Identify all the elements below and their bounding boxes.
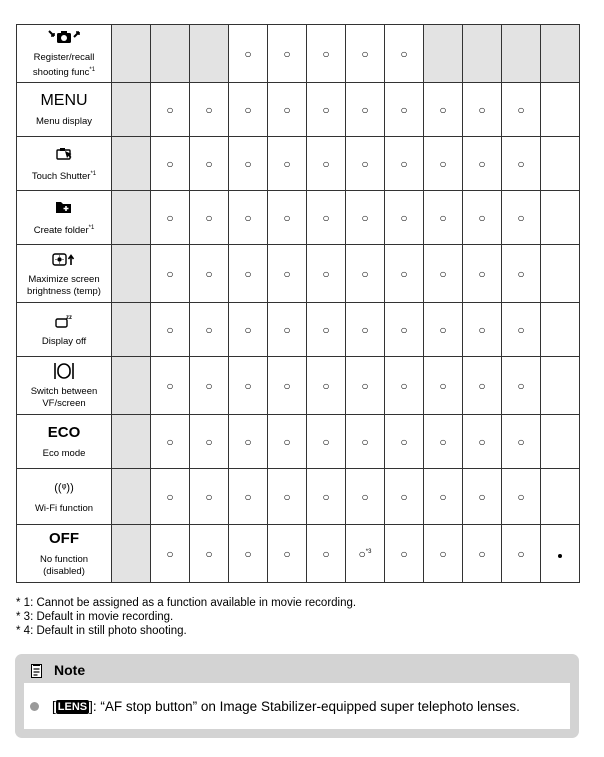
off-icon: OFF [49,529,79,547]
empty-cell [541,83,580,137]
availability-cell [385,137,424,191]
availability-cell [385,357,424,415]
availability-mark: ○ [283,46,291,61]
footnote-ref: *1 [89,66,96,73]
availability-mark: ○ [205,489,213,504]
availability-mark: ○ [283,546,291,561]
availability-mark: ○ [322,266,330,281]
availability-mark: ○ [400,156,408,171]
availability-mark: ○ [478,322,486,337]
availability-cell [424,191,463,245]
availability-mark: ○ [439,434,447,449]
footnote-ref: *1 [88,224,95,231]
availability-mark: ○ [205,546,213,561]
availability-mark: ○ [166,266,174,281]
availability-cell [307,25,346,83]
empty-cell [424,25,463,83]
availability-cell [463,357,502,415]
availability-mark: ○ [283,489,291,504]
availability-cell [190,303,229,357]
note-text [52,699,520,715]
availability-cell [346,469,385,525]
function-label-text: No function (disabled) [39,553,89,577]
availability-mark: ○ [166,489,174,504]
availability-cell [190,469,229,525]
function-label [17,116,111,128]
availability-mark: ○ [361,489,369,504]
function-label-text: Maximize screen brightness (temp) [27,273,101,297]
availability-cell [190,357,229,415]
availability-cell [268,303,307,357]
availability-cell [229,245,268,303]
lens-badge: LENS [57,701,88,713]
availability-cell [268,469,307,525]
availability-mark: ○ [400,210,408,225]
function-label-cell [17,415,112,469]
availability-cell [346,83,385,137]
availability-mark: ○ [166,322,174,337]
empty-cell [112,25,151,83]
availability-mark: ○ [400,102,408,117]
bullet-icon [30,702,39,711]
register-recall-icon [17,28,111,46]
availability-cell [307,191,346,245]
note-title: Note [54,662,86,678]
availability-cell [424,525,463,583]
function-label-text: Touch Shutter [31,171,91,183]
availability-mark: ○ [283,266,291,281]
function-label-cell [17,303,112,357]
availability-mark: ○ [244,378,252,393]
availability-cell [463,303,502,357]
availability-cell [463,525,502,583]
availability-mark: ○ [517,322,525,337]
availability-cell [502,137,541,191]
empty-cell [112,245,151,303]
availability-cell [190,245,229,303]
availability-cell [385,191,424,245]
function-label-text: Menu display [36,115,92,127]
availability-cell [424,137,463,191]
empty-cell [112,303,151,357]
svg-text:zz: zz [66,314,72,321]
note-text-body: ]: “AF stop button” on Image Stabilizer-equipped super telephoto lenses. [89,699,520,714]
availability-cell [424,83,463,137]
availability-cell [502,83,541,137]
availability-cell [151,83,190,137]
availability-mark: ○ [478,210,486,225]
availability-mark: ○ [478,378,486,393]
availability-cell [463,83,502,137]
availability-mark: ○ [517,378,525,393]
availability-mark: ○ [244,434,252,449]
availability-cell [190,137,229,191]
availability-cell [151,191,190,245]
function-label-cell [17,137,112,191]
availability-mark: ○ [283,156,291,171]
footnote: * 3: Default in movie recording. [16,611,174,623]
empty-cell [190,25,229,83]
availability-mark: ○ [400,322,408,337]
empty-cell [151,25,190,83]
table-row [17,245,580,303]
availability-mark: ○ [283,322,291,337]
function-label [17,52,111,79]
availability-cell [229,191,268,245]
availability-mark: ○ [244,46,252,61]
availability-mark: ○ [478,546,486,561]
availability-mark: ○ [244,546,252,561]
empty-cell [541,469,580,525]
availability-cell [190,525,229,583]
availability-cell [424,469,463,525]
availability-cell [502,357,541,415]
availability-mark: ○ [166,156,174,171]
availability-mark: ○ [322,156,330,171]
availability-mark: ○ [283,434,291,449]
switch-vf-screen-icon [17,362,111,380]
footnotes [16,596,356,638]
function-label-cell [17,83,112,137]
function-label-cell [17,357,112,415]
availability-cell [463,137,502,191]
empty-cell [112,137,151,191]
availability-mark: ○ [478,434,486,449]
availability-cell [346,357,385,415]
empty-cell [541,357,580,415]
availability-cell [502,191,541,245]
availability-cell [268,525,307,583]
function-label-text: Display off [41,335,87,347]
function-label-cell [17,25,112,83]
table-row [17,525,580,583]
availability-mark: ○ [400,434,408,449]
empty-cell [112,415,151,469]
availability-cell [424,245,463,303]
availability-cell [385,303,424,357]
function-label [17,554,111,578]
availability-cell [307,137,346,191]
availability-mark: ○ [166,102,174,117]
availability-mark: ○ [322,102,330,117]
empty-cell [541,137,580,191]
availability-cell [151,525,190,583]
availability-mark: ○ [361,378,369,393]
availability-cell [502,303,541,357]
availability-cell [463,245,502,303]
availability-cell [463,415,502,469]
availability-cell [229,83,268,137]
default-dot-icon [558,554,562,558]
note-box [15,654,579,738]
availability-cell [307,357,346,415]
availability-cell [190,83,229,137]
availability-mark: ○ [361,46,369,61]
empty-cell [463,25,502,83]
function-assignment-table [16,24,580,583]
availability-mark: ○ [205,210,213,225]
availability-cell [268,415,307,469]
availability-cell [346,137,385,191]
table-row [17,191,580,245]
availability-cell [346,415,385,469]
availability-cell [190,191,229,245]
eco-mode-icon: ECO [47,423,81,441]
availability-mark: ○ [244,156,252,171]
availability-mark: ○ [478,102,486,117]
default-dot-cell [541,525,580,583]
availability-mark: ○ [283,378,291,393]
availability-mark: ○ [322,210,330,225]
availability-cell [190,415,229,469]
availability-cell [151,303,190,357]
availability-mark: ○ [205,266,213,281]
availability-cell [268,357,307,415]
availability-cell [229,415,268,469]
maximize-brightness-icon [17,250,111,268]
footnote: * 1: Cannot be assigned as a function available in movie recording. [16,597,357,609]
empty-cell [112,525,151,583]
availability-cell [463,469,502,525]
function-label-text: Register/recall shooting func [32,51,95,79]
wifi-icon: ((ᵠ)) [54,481,74,494]
availability-cell [346,25,385,83]
availability-mark: ○ [244,210,252,225]
availability-cell [502,525,541,583]
availability-mark: ○ [361,434,369,449]
empty-cell [112,83,151,137]
availability-mark: ○ [517,102,525,117]
availability-cell [229,525,268,583]
availability-mark: ○ [400,489,408,504]
function-label [17,168,111,183]
availability-cell [268,137,307,191]
function-label-text: Create folder [33,225,89,237]
availability-cell [502,415,541,469]
availability-mark: ○ [478,266,486,281]
availability-mark: ○ [322,434,330,449]
note-icon [31,664,42,679]
empty-cell [541,191,580,245]
availability-mark: ○ [478,489,486,504]
availability-cell [502,469,541,525]
availability-mark: ○ [361,102,369,117]
availability-cell [151,137,190,191]
note-header [31,661,85,679]
empty-cell [112,191,151,245]
availability-mark: ○ [205,378,213,393]
empty-cell [502,25,541,83]
empty-cell [112,469,151,525]
availability-cell [307,245,346,303]
availability-cell [385,525,424,583]
table-row [17,357,580,415]
table-row [17,469,580,525]
availability-cell [346,191,385,245]
availability-mark: ○ [322,489,330,504]
table-row [17,415,580,469]
availability-cell [424,303,463,357]
availability-mark: ○ [517,210,525,225]
availability-mark: ○ [244,322,252,337]
availability-cell [424,357,463,415]
function-label [17,448,111,460]
availability-cell [268,25,307,83]
availability-cell [385,245,424,303]
availability-mark: ○ [205,434,213,449]
availability-mark: ○ [283,102,291,117]
availability-mark: ○ [322,378,330,393]
touch-shutter-icon [17,144,111,162]
availability-mark: ○ [283,210,291,225]
availability-mark: ○ [439,156,447,171]
availability-mark: ○ [166,434,174,449]
availability-cell [229,357,268,415]
function-label-text: Eco mode [42,447,86,459]
availability-cell [307,303,346,357]
availability-mark: ○ [205,156,213,171]
empty-cell [541,415,580,469]
availability-cell [307,525,346,583]
availability-cell [424,415,463,469]
availability-cell [229,303,268,357]
availability-mark: ○ [517,489,525,504]
availability-cell [346,303,385,357]
function-label [17,274,111,298]
availability-cell [502,245,541,303]
availability-cell [307,83,346,137]
availability-mark: ○ [361,156,369,171]
availability-cell [346,245,385,303]
table-row [17,303,580,357]
availability-cell [385,83,424,137]
note-body [24,683,570,729]
availability-mark: ○ [400,266,408,281]
availability-mark: ○ [205,102,213,117]
function-label-cell [17,525,112,583]
availability-mark: ○ [244,266,252,281]
availability-cell [385,415,424,469]
availability-mark: ○ [439,378,447,393]
availability-mark: ○ [517,434,525,449]
create-folder-icon [17,198,111,216]
function-label-cell [17,191,112,245]
empty-cell [541,25,580,83]
footnote: * 4: Default in still photo shooting. [16,625,187,637]
availability-mark: ○ [439,102,447,117]
availability-mark: ○ [166,210,174,225]
availability-cell [151,245,190,303]
availability-mark: ○ [439,266,447,281]
empty-cell [541,245,580,303]
availability-cell [307,469,346,525]
footnote-ref: *3 [365,548,372,555]
empty-cell [112,357,151,415]
availability-mark: ○ [205,322,213,337]
function-label [17,336,111,348]
availability-mark: ○ [517,156,525,171]
availability-mark: ○ [322,322,330,337]
function-label [17,503,111,515]
bracket-open: [ [52,699,56,714]
availability-mark: ○ [400,546,408,561]
menu-icon: MENU [40,91,88,109]
availability-cell [463,191,502,245]
availability-cell [307,415,346,469]
availability-mark: ○ [166,546,174,561]
display-off-icon [17,312,111,330]
availability-mark: ○ [439,489,447,504]
availability-mark: ○$^{*3}$ [358,546,372,561]
availability-cell [268,83,307,137]
availability-mark: ○ [244,102,252,117]
availability-cell [385,469,424,525]
availability-mark: ○ [361,266,369,281]
availability-cell [385,25,424,83]
availability-mark: ○ [322,546,330,561]
availability-mark: ○ [361,210,369,225]
function-label-text: Switch between VF/screen [30,385,98,409]
availability-mark: ○ [400,378,408,393]
availability-cell [151,357,190,415]
function-label-text: Wi-Fi function [34,502,94,514]
table-row [17,137,580,191]
availability-mark: ○ [244,489,252,504]
function-label [17,222,111,237]
availability-cell [151,415,190,469]
function-label-cell [17,469,112,525]
availability-cell [268,245,307,303]
availability-mark: ○ [517,266,525,281]
function-label [17,386,111,410]
availability-mark: ○ [439,210,447,225]
availability-mark: ○ [439,546,447,561]
availability-cell [229,137,268,191]
table-row [17,25,580,83]
availability-mark: ○ [166,378,174,393]
availability-mark: ○ [439,322,447,337]
empty-cell [541,303,580,357]
availability-cell [346,525,385,583]
table-row [17,83,580,137]
availability-mark: ○ [400,46,408,61]
availability-mark: ○ [478,156,486,171]
availability-mark: ○ [322,46,330,61]
availability-mark: ○ [517,546,525,561]
availability-mark: ○ [361,322,369,337]
availability-cell [229,25,268,83]
availability-cell [268,191,307,245]
availability-cell [151,469,190,525]
function-label-cell [17,245,112,303]
footnote-ref: *1 [90,170,97,177]
availability-cell [229,469,268,525]
